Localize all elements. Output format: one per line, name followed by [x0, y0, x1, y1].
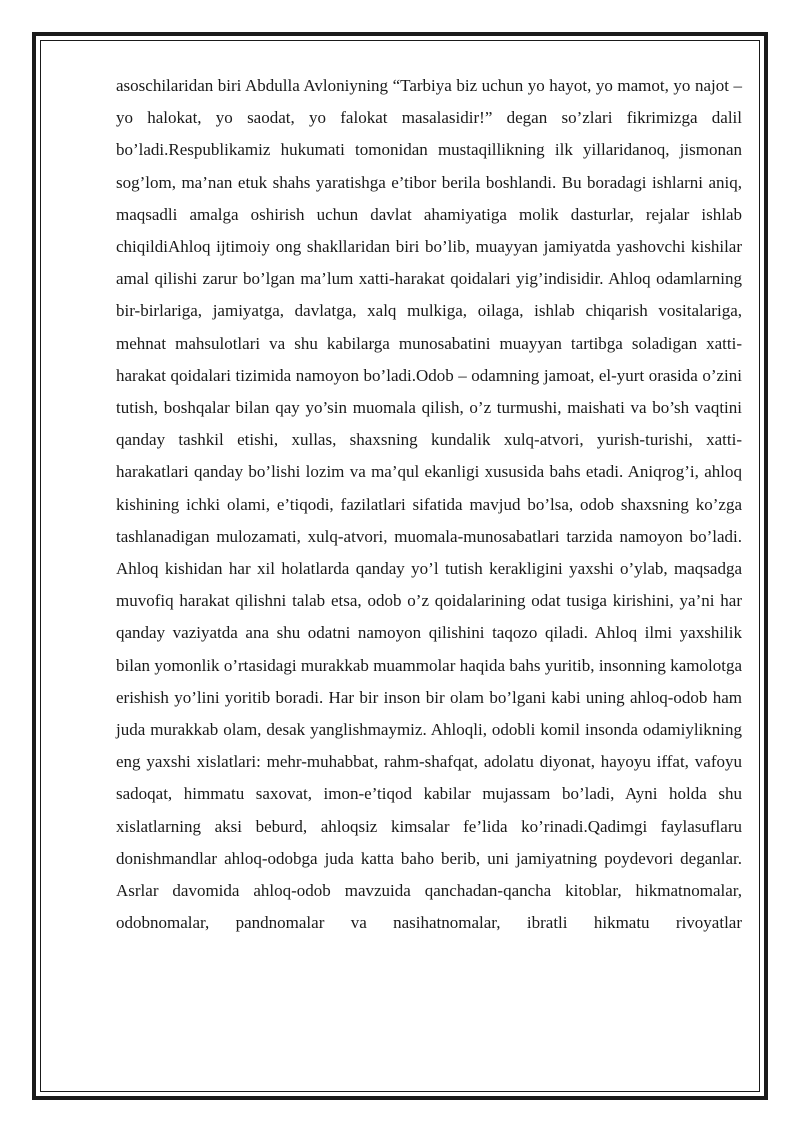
body-paragraph: asoschilaridan biri Abdulla Avloniyning “Tarbiya biz uchun yo hayot, yo mamot, yo najot – yo halokat, yo saodat, yo falokat masalasidir!” degan so’zlari fikrimizga dalil bo’ladi.Respublikamiz hukumati tomonidan mustaqillikning ilk yillaridanoq, jismonan sog’lom, ma’nan etuk shahs yaratishga e’tibor berila boshlandi. Bu boradagi ishlarni aniq, maqsadli amalga oshirish uchun davlat ahamiyatiga molik dasturlar, rejalar ishlab chiqildiAhloq ijtimoiy ong shakllaridan biri bo’lib, muayyan jamiyatda yashovchi kishilar amal qilishi zarur bo’lgan ma’lum xatti-harakat qoidalari yig’indisidir. Ahloq odamlarning bir-birlariga, jamiyatga, davlatga, xalq mulkiga, oilaga, ishlab chiqarish vositalariga, mehnat mahsulotlari va shu kabilarga munosabatini muayyan tartibga soladigan xatti-harakat qoidalari tizimida namoyon bo’ladi.Odob – odamning jamoat, el-yurt orasida o’zini tutish, boshqalar bilan qay yo’sin muomala qilish, o’z turmushi, maishati va bo’sh vaqtini qanday tashkil etishi, xullas, shaxsning kundalik xulq-atvori, yurish-turishi, xatti-harakatlari qanday bo’lishi lozim va ma’qul ekanligi xususida bahs etadi. Aniqrog’i, ahloq kishining ichki olami, e’tiqodi, fazilatlari sifatida mavjud bo’lsa, odob shaxsning ko’zga tashlanadigan mulozamati, xulq-atvori, muomala-munosabatlari tarzida namoyon bo’ladi. Ahloq kishidan har xil holatlarda qanday yo’l tutish kerakligini yaxshi o’ylab, maqsadga muvofiq harakat qilishni talab etsa, odob o’z qoidalarining odat tusiga kirishini, ya’ni har qanday vaziyatda ana shu odatni namoyon qilishini taqozo qiladi. Ahloq ilmi yaxshilik bilan yomonlik o’rtasidagi murakkab muammolar haqida bahs yuritib, insonning kamolotga erishish yo’lini yoritib boradi. Har bir inson bir olam bo’lgani kabi uning ahloq-odob ham juda murakkab olam, desak yanglishmaymiz. Ahloqli, odobli komil insonda odamiylikning eng yaxshi xislatlari: mehr-muhabbat, rahm-shafqat, adolatu diyonat, hayoyu iffat, vafoyu sadoqat, himmatu saxovat, imon-e’tiqod kabilar mujassam bo’ladi, Ayni holda shu xislatlarning aksi beburd, ahloqsiz kimsalar fe’lida ko’rinadi.Qadimgi faylasuflaru donishmandlar ahloq-odobga juda katta baho berib, uni jamiyatning poydevori deganlar. Asrlar davomida ahloq-odob mavzuida qanchadan-qancha kitoblar, hikmatnomalar, odobnomalar, pandnomalar va nasihatnomalar, ibratli hikmatu rivoyatlar [116, 76, 742, 933]
